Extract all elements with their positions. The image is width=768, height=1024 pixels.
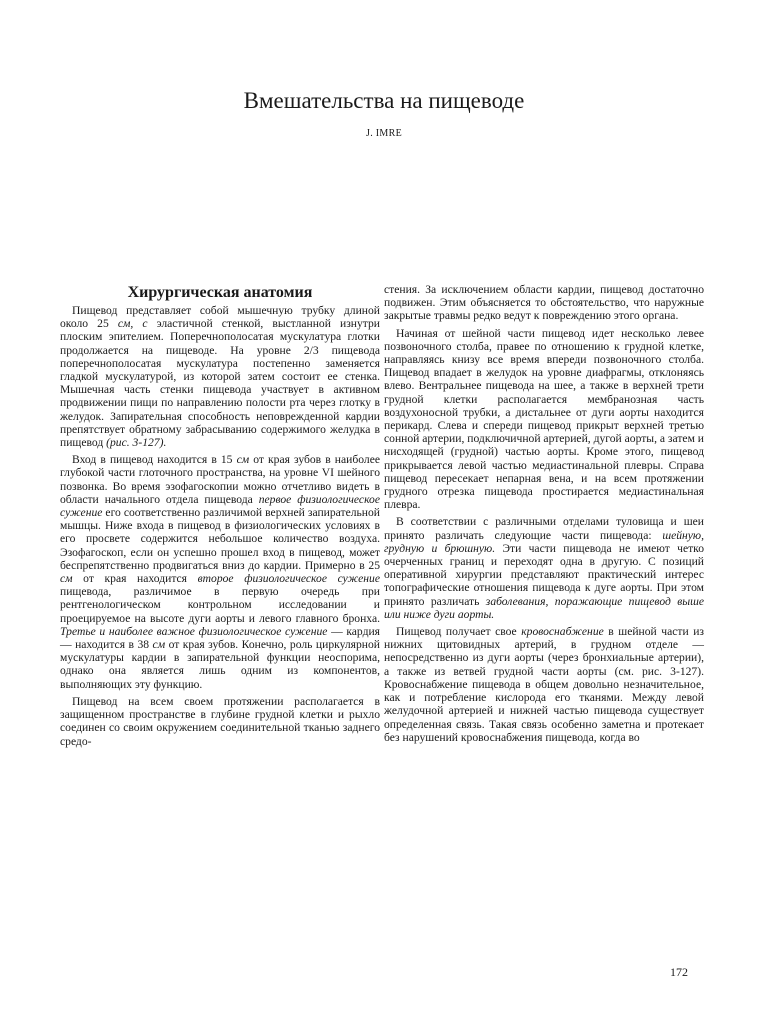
italic-text-run: см <box>236 453 250 467</box>
text-run: от края зубов в наиболее глубокой части глоточного пространства, на уровне VI шейного позвонка. Во время эзофагоскопии можно отчетливо видеть в области начального отдела пищевода <box>60 453 380 506</box>
italic-text-run: (рис. 3-127). <box>106 436 167 450</box>
italic-text-run: Третье и наиболее важное физиологическое сужение <box>60 624 328 638</box>
italic-text-run: первое физиологическое сужение <box>60 492 380 520</box>
text-run: его соответственно различимой верхней запирательной мышцы. Ниже входа в пищевод в физиологических условиях в его просвете содержится небольшое количество воздуха. Эзофагоскоп, если он успешно прошел вход в пищевод, может беспрепятственно продвигаться вниз до кардии. Примерно в 25 <box>60 506 380 572</box>
text-run: от края зубов. Конечно, роль циркулярной мускулатуры кардии в запирательной функции неоспорима, однако она является лишь одним из компонентов, выполняющих эту функцию. <box>60 638 380 691</box>
italic-text-run: заболевания, поражающие пищевод выше или ниже дуги аорты. <box>384 594 705 621</box>
italic-text-run: второе физиологическое сужение <box>197 572 380 586</box>
text-run: Пищевод представляет собой мышечную трубку длиной около 25 <box>60 304 380 331</box>
right-column-body <box>384 283 704 744</box>
body-paragraph <box>60 695 380 748</box>
page-number: 172 <box>670 965 688 979</box>
section-heading: Хирургическая анатомия <box>127 284 313 301</box>
body-paragraph <box>60 453 380 691</box>
italic-text-run: см <box>60 572 73 586</box>
italic-text-run: шейную, грудную и брюшную. <box>384 528 704 555</box>
italic-text-run: кровоснабжение <box>521 625 604 639</box>
left-column-body <box>60 304 380 748</box>
author-name: J. IMRE <box>366 128 402 139</box>
text-run: от края находится <box>72 572 198 586</box>
page-title: Вмешательства на пищеводе <box>243 88 525 113</box>
body-paragraph <box>384 625 704 744</box>
text-run: эластичной стенкой, выстланной изнутри плоским эпителием. Поперечнополосатая мускулатура глотки продолжается на пищеводе. На уровне 2/3 пищевода поперечнополосатая мускулатура постепенно заменяется гладкой мускулатурой, из которой затем состоит ее стенка. Мышечная часть стенки пищевода участвует в активном продвижении пищи по направлению полости рта через глотку в желудок. Запирательная способность неповрежденной кардии препятствует обратному забрасыванию содержимого желудка в пищевод <box>60 317 380 450</box>
text-run: — кардия — находится в 38 <box>60 624 381 652</box>
text-run: в шейной части из нижних щитовидных артерий, в грудном отделе — непосредственно из дуги аорты (через бронхиальные артерии), а также из ветвей грудной части аорты (см. рис. 3-127). Кровоснабжение пищевода в общем довольно незначительное, как и потребление кислорода его тканями. Между левой желудочной артерией и нижней частью пищевода существует определенная связь. Такая связь особенно заметна и протекает без нарушений кровоснабжения пищевода, когда во <box>384 625 704 744</box>
body-paragraph <box>384 327 704 512</box>
text-run: Пищевод на всем своем протяжении располагается в защищенном пространстве в глубине грудной клетки и рыхло соединен со своим окружением соединительной тканью заднего средо- <box>60 694 380 748</box>
italic-text-run: см, с <box>117 317 148 331</box>
text-run: Вход в пищевод находится в 15 <box>72 453 237 467</box>
text-run: пищевода, различимое в первую очередь при рентгенологическом контрольном исследовании и проецируемое на высоте дуги аорты и левого главного бронха. <box>60 585 380 625</box>
right-column <box>384 283 704 748</box>
body-paragraph <box>60 304 380 449</box>
text-run: Начиная от шейной части пищевод идет несколько левее позвоночного столба, правее по отношению к грудной клетке, направляясь книзу все время впереди позвоночного столба. Пищевод впадает в желудок на уровне диафрагмы, отклоняясь влево. Вентральнее пищевода на шее, а также в верхней трети грудной клетки располагается мембранозная часть воздухоносной трубки, а дистальнее от дуги аорты находится перикард. Слева и спереди пищевод прикрыт верхней третью сонной артерии, подключичной артерией, дугой аорты, а затем и нисходящей (грудной) частью аорты. Кроме этого, пищевод прикрывается левой частью медиастинальной плевры. Справа пищевод пересекает непарная вена, и на всем протяжении грудного отрезка пищевода простирается медиастинальная плевра. <box>384 326 705 512</box>
text-run: В соответствии с различными отделами туловища и шеи принято различать следующие части пищевода: <box>384 515 704 542</box>
text-run: Пищевод получает свое <box>396 625 522 639</box>
body-paragraph <box>384 515 704 621</box>
text-run: стения. За исключением области кардии, пищевод достаточно подвижен. Этим объясняется то обстоятельство, что наружные закрытые травмы редко ведут к повреждению этого органа. <box>384 283 704 323</box>
italic-text-run: см <box>152 638 166 652</box>
body-paragraph <box>384 283 704 323</box>
text-run: Эти части пищевода не имеют четко очерченных границ и переходят одна в другую. С позиций оперативной хирургии представляют практический интерес топографические отношения пищевода к дуге аорты. При этом принято различать <box>384 541 704 608</box>
left-column <box>60 284 380 752</box>
